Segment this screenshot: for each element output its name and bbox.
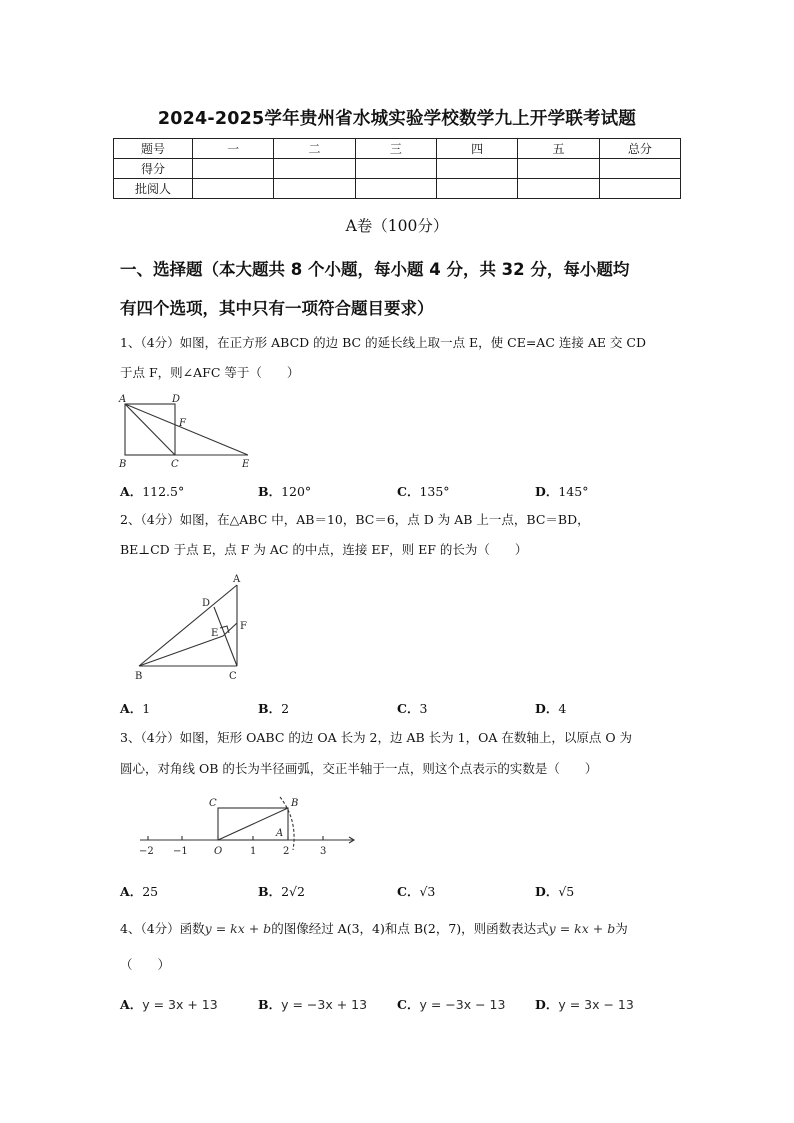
score-table <box>113 138 681 199</box>
table-cell[interactable] <box>436 159 517 179</box>
label-b: B <box>291 798 299 809</box>
q4-text-line1: 4、（4分）函数y = kx + b的图像经过 A(3，4)和点 B(2，7)，则函数表达式y = kx + b为 <box>120 921 628 936</box>
label-e: E <box>211 628 219 639</box>
part1-heading-line2: 有四个选项，其中只有一项符合题目要求） <box>120 299 434 318</box>
table-cell: 三 <box>355 139 436 159</box>
function-expression: y = kx + b <box>204 921 272 936</box>
q1-option-c[interactable]: C．135° <box>397 484 450 499</box>
page-title: 2024-2025学年贵州省水城实验学校数学九上开学联考试题 <box>157 109 637 129</box>
table-cell[interactable] <box>518 179 599 199</box>
diagonal-ac <box>125 404 175 455</box>
label-c: C <box>229 671 237 682</box>
segment-be <box>139 636 223 666</box>
label-d: D <box>202 598 211 609</box>
q1-option-a[interactable]: A．112.5° <box>120 484 185 499</box>
part1-heading-line1: 一、选择题（本大题共 8 个小题，每小题 4 分，共 32 分，每小题均 <box>120 260 630 279</box>
table-cell: 得分 <box>114 159 193 179</box>
table-cell: 五 <box>518 139 599 159</box>
table-cell[interactable] <box>274 179 355 199</box>
table-cell[interactable] <box>436 179 517 199</box>
label-f: F <box>240 621 247 632</box>
label-d: D <box>172 394 181 405</box>
table-cell: 四 <box>436 139 517 159</box>
table-cell: 总分 <box>599 139 680 159</box>
q1-figure <box>115 392 265 472</box>
section-a-heading: A卷（100分） <box>345 217 449 235</box>
table-cell: 题号 <box>114 139 193 159</box>
score-table-row <box>114 159 681 179</box>
table-cell[interactable] <box>355 159 436 179</box>
q1-text-line2: 于点 F，则∠AFC 等于（ ） <box>120 365 300 380</box>
table-cell: 批阅人 <box>114 179 193 199</box>
table-cell: 一 <box>193 139 274 159</box>
q3-text-line2: 圆心，对角线 OB 的长为半径画弧，交正半轴于一点，则这个点表示的实数是（ ） <box>120 761 598 776</box>
tick-label: 2 <box>283 846 290 857</box>
tick-label: 1 <box>250 846 257 857</box>
q3-option-a[interactable]: A．25 <box>120 884 159 899</box>
q4-option-a[interactable]: A．y = 3x + 13 <box>120 997 218 1012</box>
q4-text-line2: （ ） <box>120 957 171 972</box>
table-cell[interactable] <box>193 179 274 199</box>
q2-text-line1: 2、（4分）如图，在△ABC 中，AB＝10，BC＝6，点 D 为 AB 上一点，BC＝BD， <box>120 512 590 527</box>
label-e: E <box>242 459 250 470</box>
label-a: A <box>119 394 127 405</box>
q2-text-line2: BE⊥CD 于点 E，点 F 为 AC 的中点，连接 EF，则 EF 的长为（ ） <box>120 542 528 557</box>
q1-text-line1: 1、（4分）如图，在正方形 ABCD 的边 BC 的延长线上取一点 E，使 CE=AC 连接 AE 交 CD <box>120 335 647 350</box>
label-b: B <box>135 671 143 682</box>
q2-option-a[interactable]: A．1 <box>120 701 151 716</box>
tick-label: 3 <box>320 846 327 857</box>
q3-option-c[interactable]: C．√3 <box>397 884 436 899</box>
tick-label: O <box>214 846 223 857</box>
table-cell[interactable] <box>274 159 355 179</box>
table-cell[interactable] <box>193 159 274 179</box>
segment-ae <box>125 404 248 455</box>
q4-option-c[interactable]: C．y = −3x − 13 <box>397 997 506 1012</box>
q2-figure <box>130 570 260 685</box>
q3-figure <box>130 792 370 864</box>
segment-ef <box>223 623 237 636</box>
tick-label: −2 <box>139 846 154 857</box>
label-c: C <box>209 798 217 809</box>
label-f: F <box>179 418 186 429</box>
label-c: C <box>171 459 179 470</box>
table-cell[interactable] <box>599 179 680 199</box>
q1-option-b[interactable]: B．120° <box>258 484 312 499</box>
q2-option-c[interactable]: C．3 <box>397 701 428 716</box>
q2-option-d[interactable]: D．4 <box>535 701 567 716</box>
tick-label: −1 <box>173 846 188 857</box>
q3-text-line1: 3、（4分）如图，矩形 OABC 的边 OA 长为 2，边 AB 长为 1，OA 在数轴上，以原点 O 为 <box>120 730 633 745</box>
segment-ab <box>139 585 237 666</box>
q1-option-d[interactable]: D．145° <box>535 484 589 499</box>
score-table-row <box>114 179 681 199</box>
table-cell: 二 <box>274 139 355 159</box>
score-table-header-row <box>114 139 681 159</box>
function-expression: y = kx + b <box>548 921 616 936</box>
label-a: A <box>233 574 241 585</box>
q3-option-b[interactable]: B．2√2 <box>258 884 305 899</box>
label-b: B <box>119 459 127 470</box>
table-cell[interactable] <box>518 159 599 179</box>
table-cell[interactable] <box>599 159 680 179</box>
q3-option-d[interactable]: D．√5 <box>535 884 575 899</box>
q2-option-b[interactable]: B．2 <box>258 701 290 716</box>
label-a: A <box>276 828 284 839</box>
q4-option-d[interactable]: D．y = 3x − 13 <box>535 997 634 1012</box>
table-cell[interactable] <box>355 179 436 199</box>
q4-option-b[interactable]: B．y = −3x + 13 <box>258 997 368 1012</box>
